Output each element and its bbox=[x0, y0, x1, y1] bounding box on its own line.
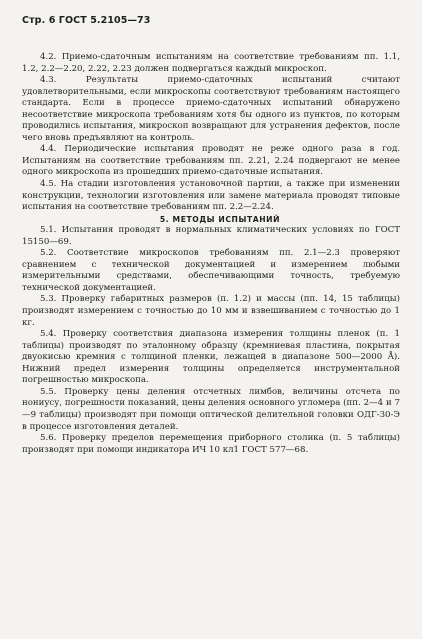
section-title: 5. МЕТОДЫ ИСПЫТАНИЙ bbox=[159, 214, 281, 224]
document-body bbox=[22, 52, 400, 456]
paragraph-5-4: 5.4. Проверку соответствия диапазона измерения толщины пленок (п. 1 таблицы) производят по эталонному образцу (кремниевая пластина, покрытая двуокисью кремния с толщиной пленки, лежащей в диапазоне 500—2000 Å). Нижний предел измерения толщины определяется инструментальной погрешностью микроскопа. bbox=[22, 329, 400, 386]
paragraph-5-3: 5.3. Проверку габаритных размеров (п. 1.2) и массы (пп. 14, 15 таблицы) производят измерением с точностью до 10 мм и взвешиванием с точностью до 1 кг. bbox=[22, 294, 400, 328]
paragraph-4-3: 4.3. Результаты приемо-сдаточных испытаний считают удовлетворительными, если микроскопы соответствуют требованиям настоящего стандарта. Если в процессе приемо-сдаточных испытаний обнаружено несоответствие микроскопа требованиям хотя бы одного из пунктов, по которым проводились испытания, микроскоп возвращают для устранения дефектов, после чего вновь предъявляют на контроль. bbox=[22, 75, 400, 143]
paragraph-4-5: 4.5. На стадии изготовления установочной партии, а также при изменении конструкции, технологии изготовления или замене материала проводят типовые испытания на соответствие требованиям пп. 2.2—2.24. bbox=[22, 179, 400, 213]
paragraph-5-6: 5.6. Проверку пределов перемещения приборного столика (п. 5 таблицы) производят при помощи индикатора ИЧ 10 кл1 ГОСТ 577—68. bbox=[22, 433, 400, 455]
paragraph-5-1: 5.1. Испытания проводят в нормальных климатических условиях по ГОСТ 15150—69. bbox=[22, 225, 400, 247]
page-header: Стр. 6 ГОСТ 5.2105—73 bbox=[22, 15, 151, 26]
paragraph-4-4: 4.4. Периодические испытания проводят не реже одного раза в год. Испытаниям на соответствие требованиям пп. 2.21, 2.24 подвергают не менее одного микроскопа из прошедших приемо-сдаточные испытания. bbox=[22, 144, 400, 178]
paragraph-5-2: 5.2. Соответствие микроскопов требованиям пп. 2.1—2.3 проверяют сравнением с технической документацией и измерением любыми измерительными средствами, обеспечивающими точность, требуемую технической документацией. bbox=[22, 248, 400, 293]
paragraph-4-2: 4.2. Приемо-сдаточным испытаниям на соответствие требованиям пп. 1.1, 1.2, 2.2—2.20, 2.22, 2.23 должен подвергаться каждый микроскоп. bbox=[22, 52, 400, 74]
paragraph-5-5: 5.5. Проверку цены деления отсчетных лимбов, величины отсчета по нониусу, погрешности показаний, цены деления основного угломера (пп. 2—4 и 7—9 таблицы) производят при помощи оптической делительной головки ОДГ-30-Э в процессе изготовления деталей. bbox=[22, 386, 400, 432]
